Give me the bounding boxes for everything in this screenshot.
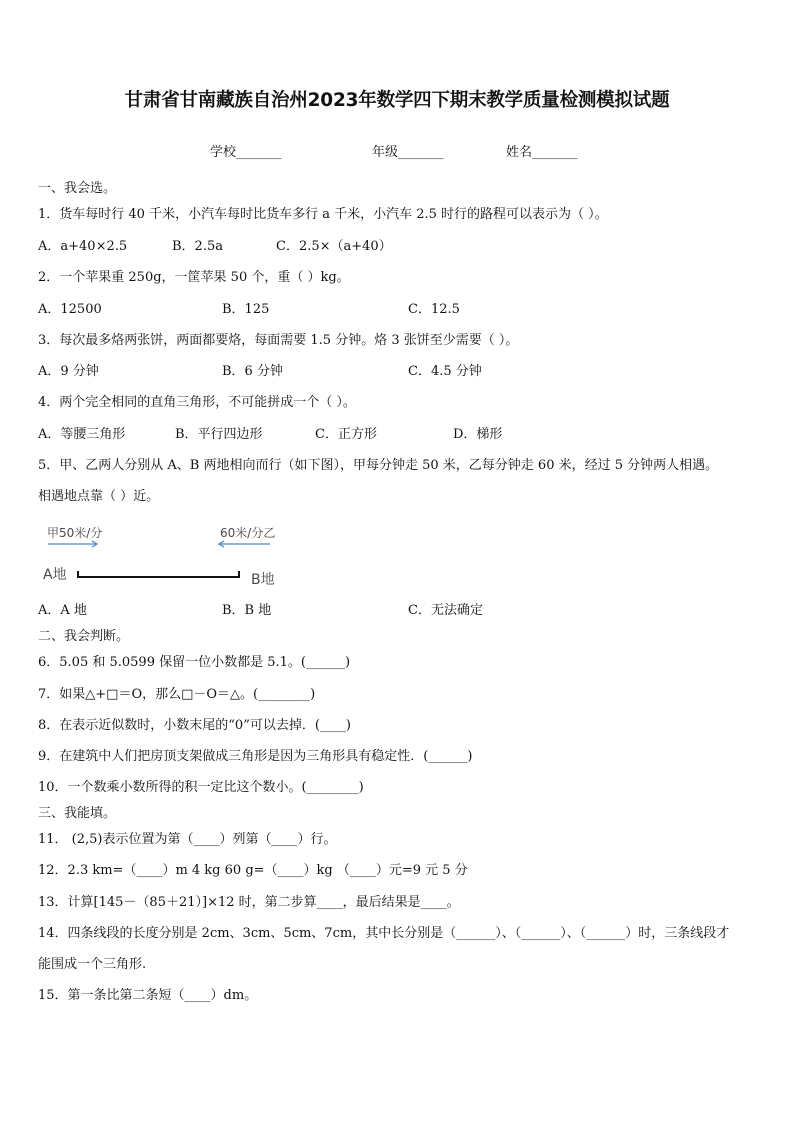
q5-option-b: B．B 地 bbox=[222, 603, 272, 618]
q3-option-c: C．4.5 分钟 bbox=[408, 364, 482, 379]
question-12: 12．2.3 km=（____）m 4 kg 60 g=（____）kg （____）元=9 元 5 分 bbox=[38, 863, 468, 878]
q1-option-b: B．2.5a bbox=[172, 239, 223, 254]
q4-option-a: A．等腰三角形 bbox=[38, 427, 126, 442]
question-13: 13．计算[145－（85＋21）]×12 时，第二步算____，最后结果是____。 bbox=[38, 895, 460, 910]
question-5-line-1: 5．甲、乙两人分别从 A、B 两地相向而行（如下图），甲每分钟走 50 米，乙每分钟走 60 米，经过 5 分钟两人相遇。 bbox=[38, 458, 719, 473]
q5-option-a: A．A 地 bbox=[38, 603, 87, 618]
question-4: 4．两个完全相同的直角三角形，不可能拼成一个（ ）。 bbox=[38, 395, 356, 410]
question-5-line-2: 相遇地点靠（ ）近。 bbox=[38, 489, 160, 504]
section-heading-fill: 三、我能填。 bbox=[38, 806, 117, 821]
question-7: 7．如果△+□＝O，那么□－O＝△。(________) bbox=[38, 687, 316, 702]
q3-option-b: B．6 分钟 bbox=[222, 364, 283, 379]
school-field: 学校_______ bbox=[210, 145, 282, 160]
q4-option-d: D．梯形 bbox=[453, 427, 503, 442]
question-1: 1．货车每时行 40 千米，小汽车每时比货车多行 a 千米，小汽车 2.5 时行的路程可以表示为（ ）。 bbox=[38, 207, 608, 222]
question-8: 8．在表示近似数时，小数末尾的“0”可以去掉．(____) bbox=[38, 718, 351, 733]
question-2: 2．一个苹果重 250g，一筐苹果 50 个，重（ ）kg。 bbox=[38, 270, 350, 285]
name-field: 姓名_______ bbox=[506, 145, 578, 160]
grade-field: 年级_______ bbox=[372, 145, 444, 160]
q4-option-c: C．正方形 bbox=[315, 427, 377, 442]
place-a-label: A地 bbox=[43, 567, 67, 583]
right-speed-label: 60米/分乙 bbox=[220, 526, 276, 540]
question-11: 11． (2,5)表示位置为第（____）列第（____）行。 bbox=[38, 832, 337, 847]
q1-option-a: A．a+40×2.5 bbox=[38, 239, 128, 254]
question-14-line-1: 14．四条线段的长度分别是 2cm、3cm、5cm、7cm，其中长分别是（______）、（______）、（______）时，三条线段才 bbox=[38, 926, 730, 941]
section-heading-judge: 二、我会判断。 bbox=[38, 629, 130, 644]
question-9: 9．在建筑中人们把房顶支架做成三角形是因为三角形具有稳定性．(______) bbox=[38, 749, 473, 764]
section-heading-choose: 一、我会选。 bbox=[38, 181, 117, 196]
question-15: 15．第一条比第二条短（____）dm。 bbox=[38, 988, 258, 1003]
q2-option-a: A．12500 bbox=[38, 302, 102, 317]
q2-option-c: C．12.5 bbox=[408, 302, 460, 317]
left-speed-label: 甲50米/分 bbox=[47, 526, 103, 540]
q5-option-c: C．无法确定 bbox=[408, 603, 483, 618]
meeting-diagram bbox=[38, 522, 298, 592]
question-14-line-2: 能围成一个三角形. bbox=[38, 957, 147, 972]
q4-option-b: B．平行四边形 bbox=[175, 427, 263, 442]
question-3: 3．每次最多烙两张饼，两面都要烙，每面需要 1.5 分钟。烙 3 张饼至少需要（ ）。 bbox=[38, 333, 519, 348]
place-b-label: B地 bbox=[251, 572, 275, 588]
question-6: 6．5.05 和 5.0599 保留一位小数都是 5.1。(______) bbox=[38, 655, 351, 670]
page-title: 甘肃省甘南藏族自治州2023年数学四下期末教学质量检测模拟试题 bbox=[124, 90, 670, 111]
q3-option-a: A．9 分钟 bbox=[38, 364, 99, 379]
question-10: 10．一个数乘小数所得的积一定比这个数小。(________) bbox=[38, 780, 364, 795]
q2-option-b: B．125 bbox=[222, 302, 270, 317]
q1-option-c: C．2.5×（a+40） bbox=[276, 239, 392, 254]
